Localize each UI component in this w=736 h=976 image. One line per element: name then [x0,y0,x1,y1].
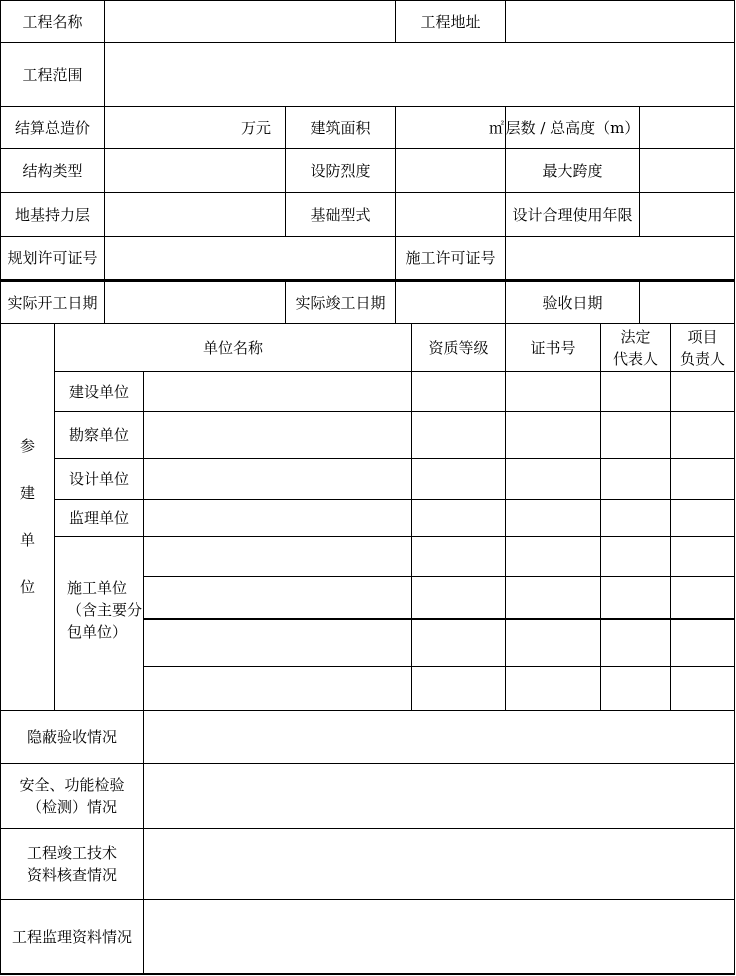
planning-permit-field[interactable] [105,237,396,280]
label-planning-permit: 规划许可证号 [1,237,105,280]
concealed-acceptance-field[interactable] [144,711,735,764]
header-unit-name: 单位名称 [55,324,412,372]
label-supervision-docs: 工程监理资料情况 [1,900,144,975]
foundation-type-field[interactable] [396,193,506,237]
contractor-row3-lead-field[interactable] [671,620,735,667]
contractor-row4-legal-rep-field[interactable] [601,667,671,711]
row-label-survey-unit: 勘察单位 [55,412,144,459]
building-area-field[interactable] [396,107,506,149]
header-legal-rep-line1: 法定 [620,327,651,346]
tech-docs-review-field[interactable] [144,829,735,900]
header-legal-rep-line2: 代表人 [612,349,658,368]
label-concealed-acceptance: 隐蔽验收情况 [1,711,144,764]
label-project-scope: 工程范围 [1,43,105,107]
tech-docs-line2: 资料核查情况 [26,866,117,884]
label-project-address: 工程地址 [396,1,506,43]
contractor-label-line2: （含主要分 [67,601,143,619]
row-label-design-unit: 设计单位 [55,459,144,500]
construction-unit-legal-rep-field[interactable] [601,372,671,412]
contractor-row3-certificate-field[interactable] [506,620,601,667]
contractor-row1-certificate-field[interactable] [506,537,601,577]
safety-line2: （检测）情况 [26,798,117,816]
design-unit-qualification-field[interactable] [412,459,506,500]
header-qualification: 资质等级 [412,324,506,372]
project-name-field[interactable] [105,1,396,43]
max-span-field[interactable] [640,149,735,193]
survey-unit-qualification-field[interactable] [412,412,506,459]
label-settlement-cost: 结算总造价 [1,107,105,149]
row-label-construction-unit: 建设单位 [55,372,144,412]
safety-line1: 安全、功能检验 [19,776,125,794]
contractor-row4-certificate-field[interactable] [506,667,601,711]
label-building-area: 建筑面积 [286,107,396,149]
survey-unit-name-field[interactable] [144,412,412,459]
supervision-unit-certificate-field[interactable] [506,500,601,537]
contractor-row4-qualification-field[interactable] [412,667,506,711]
side-char-4: 位 [19,578,35,596]
contractor-row2-qualification-field[interactable] [412,577,506,620]
survey-unit-certificate-field[interactable] [506,412,601,459]
label-actual-start: 实际开工日期 [1,280,105,324]
construction-unit-lead-field[interactable] [671,372,735,412]
acceptance-date-field[interactable] [640,280,735,324]
label-foundation-type: 基础型式 [286,193,396,237]
project-address-field[interactable] [506,1,735,43]
contractor-row3-legal-rep-field[interactable] [601,620,671,667]
contractor-row2-lead-field[interactable] [671,577,735,620]
header-project-lead-line2: 负责人 [679,349,725,368]
supervision-unit-legal-rep-field[interactable] [601,500,671,537]
actual-completion-field[interactable] [396,280,506,324]
header-project-lead-line1: 项目 [687,327,718,346]
supervision-unit-name-field[interactable] [144,500,412,537]
row-label-supervision-unit: 监理单位 [55,500,144,537]
contractor-row2-name-field[interactable] [144,577,412,620]
label-project-name: 工程名称 [1,1,105,43]
contractor-row3-qualification-field[interactable] [412,620,506,667]
contractor-row1-qualification-field[interactable] [412,537,506,577]
design-unit-lead-field[interactable] [671,459,735,500]
label-foundation-layer: 地基持力层 [1,193,105,237]
design-unit-certificate-field[interactable] [506,459,601,500]
label-actual-completion: 实际竣工日期 [286,280,396,324]
label-structure-type: 结构类型 [1,149,105,193]
label-construction-permit: 施工许可证号 [396,237,506,280]
settlement-cost-field[interactable] [105,107,286,149]
contractor-row4-name-field[interactable] [144,667,412,711]
unit-wanyuan: 万元 [240,118,271,137]
survey-unit-legal-rep-field[interactable] [601,412,671,459]
foundation-layer-field[interactable] [105,193,286,237]
label-tech-docs-review [1,829,144,900]
side-char-1: 参 [19,437,35,455]
survey-unit-lead-field[interactable] [671,412,735,459]
construction-unit-certificate-field[interactable] [506,372,601,412]
contractor-row1-legal-rep-field[interactable] [601,537,671,577]
floors-height-field[interactable] [640,107,735,149]
design-life-field[interactable] [640,193,735,237]
contractor-row1-lead-field[interactable] [671,537,735,577]
side-char-2: 建 [19,484,35,502]
project-scope-field[interactable] [105,43,735,107]
construction-unit-name-field[interactable] [144,372,412,412]
contractor-row2-certificate-field[interactable] [506,577,601,620]
label-safety-function-test [1,764,144,829]
supervision-docs-field[interactable] [144,900,735,975]
side-char-3: 单 [19,531,35,549]
supervision-unit-lead-field[interactable] [671,500,735,537]
design-unit-legal-rep-field[interactable] [601,459,671,500]
safety-function-test-field[interactable] [144,764,735,829]
unit-sqm: ㎡ [488,118,504,137]
row-label-contractor-unit [55,537,144,711]
label-acceptance-date: 验收日期 [506,280,640,324]
tech-docs-line1: 工程竣工技术 [26,844,117,862]
contractor-row4-lead-field[interactable] [671,667,735,711]
design-unit-name-field[interactable] [144,459,412,500]
participants-side-label [1,324,55,711]
label-design-life: 设计合理使用年限 [506,193,640,237]
label-max-span: 最大跨度 [506,149,640,193]
header-legal-representative [601,324,671,372]
contractor-label-line1: 施工单位 [67,579,128,597]
structure-type-field[interactable] [105,149,286,193]
actual-start-field[interactable] [105,280,286,324]
label-seismic-intensity: 设防烈度 [286,149,396,193]
header-certificate-no: 证书号 [506,324,601,372]
contractor-row3-name-field[interactable] [144,620,412,667]
construction-unit-qualification-field[interactable] [412,372,506,412]
label-floors-height: 层数 / 总高度（m） [506,107,640,149]
header-project-lead [671,324,735,372]
contractor-row1-name-field[interactable] [144,537,412,577]
contractor-label-line3: 包单位） [67,623,128,641]
contractor-row2-legal-rep-field[interactable] [601,577,671,620]
construction-permit-field[interactable] [506,237,735,280]
supervision-unit-qualification-field[interactable] [412,500,506,537]
seismic-intensity-field[interactable] [396,149,506,193]
